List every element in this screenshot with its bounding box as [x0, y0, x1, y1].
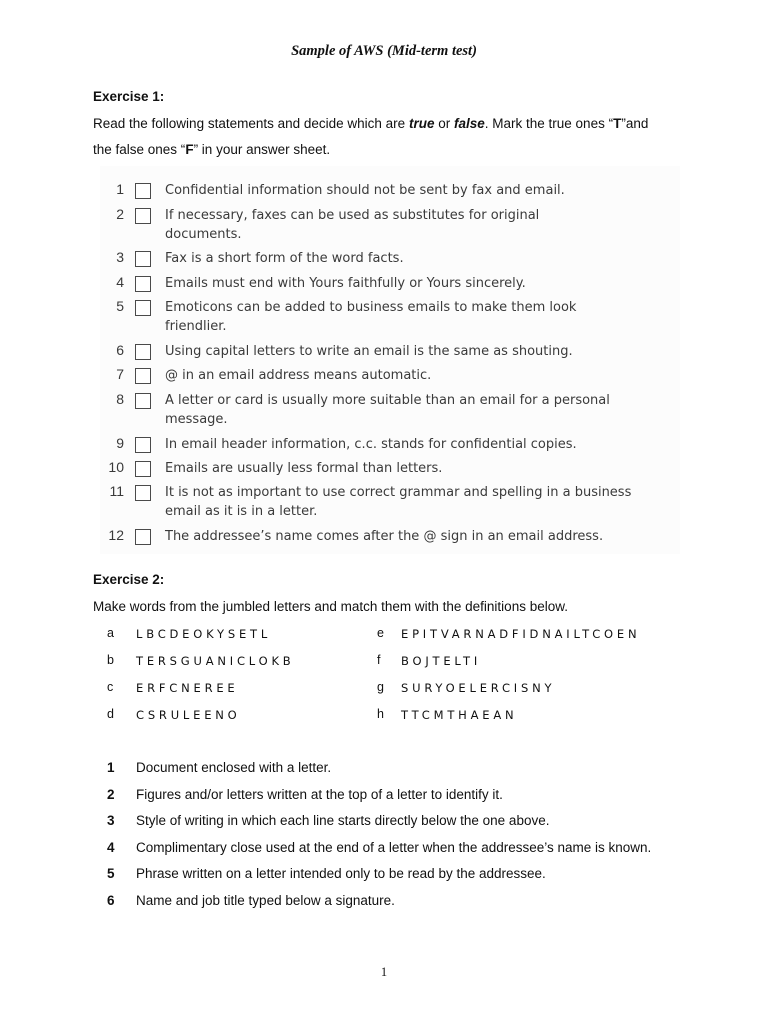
instruction-f: F: [185, 142, 194, 157]
definition-number: 4: [107, 840, 115, 855]
definition-number: 6: [107, 893, 115, 908]
exercise-1-heading: Exercise 1:: [93, 89, 165, 104]
statement-number: 2: [116, 206, 124, 222]
jumble-letter: f: [377, 653, 381, 667]
jumble-word: ERFCNEREE: [136, 681, 239, 695]
statement-item: [100, 206, 680, 250]
jumble-word: TERSGUANICLOKB: [136, 654, 295, 668]
instruction-false: false: [453, 116, 485, 131]
jumble-letter: g: [377, 680, 384, 694]
statement-text: The addressee’s name comes after the @ sign in an email address.: [165, 529, 604, 544]
statement-number: 10: [108, 459, 124, 475]
answer-checkbox[interactable]: [135, 276, 151, 292]
instruction-text: . Mark the true ones “: [484, 116, 614, 131]
statement-text: Emails must end with Yours faithfully or Yours sincerely.: [165, 276, 526, 291]
statement-number: 4: [116, 274, 124, 290]
statement-number: 3: [116, 249, 124, 265]
statement-number: 1: [116, 181, 124, 197]
jumble-letter: e: [377, 626, 384, 640]
answer-checkbox[interactable]: [135, 208, 151, 224]
instruction-text: the false ones “: [93, 142, 186, 157]
jumble-letter: h: [377, 707, 384, 721]
document-title: Sample of AWS (Mid-term test): [291, 43, 477, 59]
jumble-word: BOJTELTI: [401, 654, 482, 668]
jumble-letter: b: [107, 653, 114, 667]
jumble-word: SURYOELERCISNY: [401, 681, 556, 695]
answer-checkbox[interactable]: [135, 529, 151, 545]
statement-text: A letter or card is usually more suitable than an email for a personal: [165, 393, 610, 408]
statement-item: [100, 298, 680, 342]
statement-text: @ in an email address means automatic.: [165, 368, 432, 383]
statement-text-continued: friendlier.: [165, 319, 227, 334]
instruction-text: or: [434, 116, 454, 131]
answer-checkbox[interactable]: [135, 393, 151, 409]
answer-checkbox[interactable]: [135, 344, 151, 360]
jumble-letter: a: [107, 626, 114, 640]
instruction-true: true: [408, 116, 435, 131]
definition-number: 5: [107, 866, 115, 881]
instruction-t: T: [613, 116, 622, 131]
answer-checkbox[interactable]: [135, 437, 151, 453]
statement-item: [100, 391, 680, 435]
statement-text: In email header information, c.c. stands for confidential copies.: [165, 437, 577, 452]
statement-text-continued: message.: [165, 412, 228, 427]
statement-number: 7: [116, 366, 124, 382]
statement-text: Confidential information should not be sent by fax and email.: [165, 183, 565, 198]
statement-number: 5: [116, 298, 124, 314]
exercise-2-heading: Exercise 2:: [93, 572, 165, 587]
statement-number: 6: [116, 342, 124, 358]
answer-checkbox[interactable]: [135, 485, 151, 501]
exercise-1-instruction-line-1: [93, 116, 648, 131]
definition-text: Phrase written on a letter intended only to be read by the addressee.: [136, 866, 546, 881]
statement-number: 11: [109, 483, 124, 499]
jumble-word: EPITVARNADFIDNAILTCOEN: [401, 627, 641, 641]
statement-text-continued: email as it is in a letter.: [165, 504, 318, 519]
statement-number: 12: [108, 527, 124, 543]
instruction-text: ” in your answer sheet.: [193, 142, 331, 157]
answer-checkbox[interactable]: [135, 368, 151, 384]
definition-text: Complimentary close used at the end of a letter when the addressee’s name is known.: [136, 840, 652, 855]
definition-number: 1: [107, 760, 115, 775]
page-number: 1: [380, 965, 388, 979]
answer-checkbox[interactable]: [135, 183, 151, 199]
exercise-1-instruction-line-2: [93, 142, 330, 157]
answer-checkbox[interactable]: [135, 251, 151, 267]
statement-item: [100, 527, 680, 571]
definition-number: 3: [107, 813, 115, 828]
instruction-text: ”and: [621, 116, 649, 131]
exercise-2-instruction: Make words from the jumbled letters and match them with the definitions below.: [93, 599, 568, 614]
statement-text: Using capital letters to write an email is the same as shouting.: [165, 344, 573, 359]
statement-text: If necessary, faxes can be used as substitutes for original: [165, 208, 540, 223]
statement-text: Emails are usually less formal than letters.: [165, 461, 443, 476]
definition-number: 2: [107, 787, 115, 802]
statement-text: It is not as important to use correct grammar and spelling in a business: [165, 485, 632, 500]
statement-number: 9: [116, 435, 124, 451]
statement-text: Fax is a short form of the word facts.: [165, 251, 404, 266]
answer-checkbox[interactable]: [135, 461, 151, 477]
statement-item: [100, 483, 680, 527]
definition-text: Name and job title typed below a signature.: [136, 893, 395, 908]
answer-checkbox[interactable]: [135, 300, 151, 316]
statements-list: [100, 166, 680, 554]
definition-text: Document enclosed with a letter.: [136, 760, 332, 775]
definition-text: Style of writing in which each line starts directly below the one above.: [136, 813, 550, 828]
jumble-letter: d: [107, 707, 114, 721]
statement-number: 8: [116, 391, 124, 407]
jumble-word: TTCMTHAEAN: [401, 708, 518, 722]
statement-text: Emoticons can be added to business emails to make them look: [165, 300, 577, 315]
jumble-word: CSRULEENO: [136, 708, 241, 722]
jumble-letter: c: [107, 680, 114, 694]
instruction-text: Read the following statements and decide which are: [93, 116, 409, 131]
statement-text-continued: documents.: [165, 227, 242, 242]
jumble-word: LBCDEOKYSETL: [136, 627, 272, 641]
definition-text: Figures and/or letters written at the top of a letter to identify it.: [136, 787, 503, 802]
